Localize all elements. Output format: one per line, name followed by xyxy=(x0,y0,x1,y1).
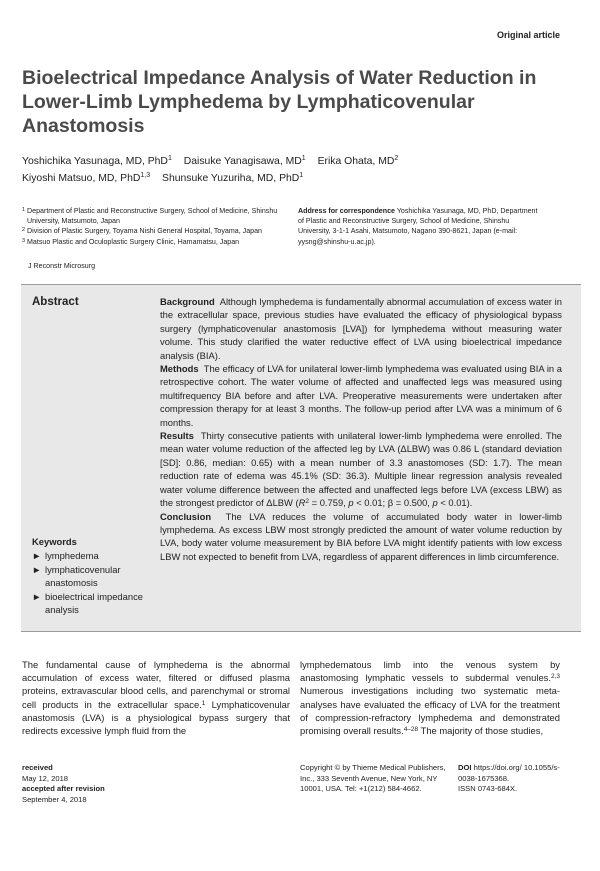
accepted-label: accepted after revision xyxy=(22,784,105,794)
citation: 2,3 xyxy=(550,673,560,681)
affiliation-text: Division of Plastic Surgery, Toyama Nishi General Hospital, Toyama, Japan xyxy=(27,227,262,236)
author-name: Shunsuke Yuzuriha, MD, PhD xyxy=(162,173,300,184)
abstract-heading: Abstract xyxy=(32,296,79,308)
methods-label: Methods xyxy=(160,363,199,375)
copyright-notice: Copyright © by Thieme Medical Publishers, Inc., 333 Seventh Avenue, New York, NY 10001, USA. Tel: +1(212) 584-4662. xyxy=(300,763,446,794)
bullet-icon: ► xyxy=(32,590,42,602)
author-name: Daisuke Yanagisawa, MD xyxy=(183,156,302,167)
body-text-right-column: lymphedematous limb into the venous system by anastomosing lymphatic vessels to subdermal venules.$^{2,3}$ Numerous investigations including two systematic meta-analyses have evaluated the efficacy of LVA for the treatment of compression-refractory lymphedema and demonstrated promising overall results.$^{4-28}$ The majority of those studies, xyxy=(300,659,560,737)
author-list xyxy=(22,153,562,187)
author-affiliation-number: 1 xyxy=(167,155,172,162)
abstract-box xyxy=(21,284,581,632)
doi-info xyxy=(458,763,568,795)
correspondence-text: Yoshichika Yasunaga, MD, PhD, Department of Plastic and Reconstructive Surgery, School of Medicine, Shinshu University, 3-1-1 Asahi, Matsumoto, Nagano 390-8621, Japan (e-mail: yysng@shinshu-u.ac.jp). xyxy=(298,207,538,246)
affiliation-item xyxy=(22,226,290,236)
accepted-date: September 4, 2018 xyxy=(22,794,87,804)
methods-text: The efficacy of LVA for unilateral lower-limb lymphedema was evaluated using BIA in a retrospective cohort. The water volume of affected and unaffected legs was measured using multifrequency BIA before and after LVA. Preoperative measurements were undertaken after compression therapy for at least 3 months. The follow-up period after LVA was a minimum of 6 months. xyxy=(160,363,562,428)
background-label: Background xyxy=(160,296,215,307)
affiliation-text: Department of Plastic and Reconstructive Surgery, School of Medicine, Shinshu University, Matsumoto, Japan xyxy=(27,207,278,226)
author-name: Erika Ohata, MD xyxy=(317,156,395,167)
author-name: Kiyoshi Matsuo, MD, PhD xyxy=(22,173,141,184)
affiliation-item xyxy=(22,206,290,226)
issn: ISSN 0743-684X. xyxy=(458,784,518,794)
doi-link[interactable]: https://doi.org/ 10.1055/s-0038-1675368. xyxy=(458,763,560,783)
abstract-body xyxy=(160,295,562,563)
citation: 4–28 xyxy=(403,726,419,734)
doi-label: DOI xyxy=(458,763,472,772)
received-label: received xyxy=(22,763,53,772)
article-title: Bioelectrical Impedance Analysis of Water Reduction in Lower-Limb Lymphedema by Lymphaticovenular Anastomosis xyxy=(22,67,537,137)
article-type-label: Original article xyxy=(496,30,560,40)
affiliation-item xyxy=(22,237,290,247)
author-affiliation-number: 1 xyxy=(299,172,304,179)
keywords-heading: Keywords xyxy=(32,536,77,547)
affiliation-number: 3 xyxy=(22,237,26,244)
author-affiliation-number: 1 xyxy=(301,155,306,162)
keyword-text: lymphedema xyxy=(45,550,99,562)
background-text: Although lymphedema is fundamentally abnormal accumulation of excess water in the extracellular space, previous studies have evaluated the efficacy of physiological bypass surgery (lymphaticovenular anastomosis [LVA]) for lymphedema without measuring water volume. This study clarified the water reductive effect of LVA using bioelectrical impedance analysis (BIA). xyxy=(160,296,562,361)
bullet-icon: ► xyxy=(32,550,42,562)
keywords-list xyxy=(32,535,157,616)
conclusion-text: The LVA reduces the volume of accumulated body water in lower-limb lymphedema. As excess LBW most strongly predicted the amount of water volume reduction by LVA, body water volume measurement by BIA before LVA might identify patients with low excess LBW not expected to benefit from LVA, regardless of apparent differences in limb circumference. xyxy=(160,510,563,562)
received-date: May 12, 2018 xyxy=(22,773,69,783)
affiliations xyxy=(22,206,290,247)
journal-name: J Reconstr Microsurg xyxy=(28,262,96,270)
citation: 1 xyxy=(201,699,206,707)
body-text-left-column: The fundamental cause of lymphedema is the abnormal accumulation of excess water, filtered or diffused plasma proteins, extravascular blood cells, and parenchymal or stromal cell products in the extracellular space.$^1$ Lymphaticovenular anastomosis (LVA) is a physiological bypass surgery that redirects excessive lymph fluid from the xyxy=(22,659,290,737)
keyword-item xyxy=(32,563,157,590)
correspondence-address xyxy=(298,206,538,247)
keyword-item xyxy=(32,549,157,562)
keyword-text: lymphaticovenular anastomosis xyxy=(45,563,121,589)
author-affiliation-number: 2 xyxy=(394,155,399,162)
bullet-icon: ► xyxy=(32,563,42,575)
keyword-text: bioelectrical impedance analysis xyxy=(45,590,143,616)
conclusion-label: Conclusion xyxy=(160,510,212,522)
article-dates xyxy=(22,763,172,805)
results-text: Thirty consecutive patients with unilateral lower-limb lymphedema were enrolled. The mean water volume reduction of the affected leg by LVA (ΔLBW) was 0.86 L (standard deviation [SD]: 0.86, median: 0.65) with a mean number of 3.3 anastomoses (SD: 1.7). The mean reduction rate of edema was 45.1% (SD: 36.3). Multiple linear regression analysis revealed water volume difference between the affected and unaffected legs before LVA (excess LBW) as the strongest predictor of ΔLBW ($R^2 = 0.759$, p < 0.01; β = 0.500, p < 0.01). xyxy=(160,430,562,509)
author-affiliation-number: 1,3 xyxy=(140,172,151,179)
affiliation-text: Matsuo Plastic and Oculoplastic Surgery Clinic, Hamamatsu, Japan xyxy=(27,237,240,246)
affiliation-number: 2 xyxy=(22,227,26,234)
keyword-item xyxy=(32,590,157,617)
author-name: Yoshichika Yasunaga, MD, PhD xyxy=(22,156,168,167)
results-label: Results xyxy=(160,430,194,442)
correspondence-label: Address for correspondence xyxy=(298,207,395,215)
affiliation-number: 1 xyxy=(22,207,26,213)
